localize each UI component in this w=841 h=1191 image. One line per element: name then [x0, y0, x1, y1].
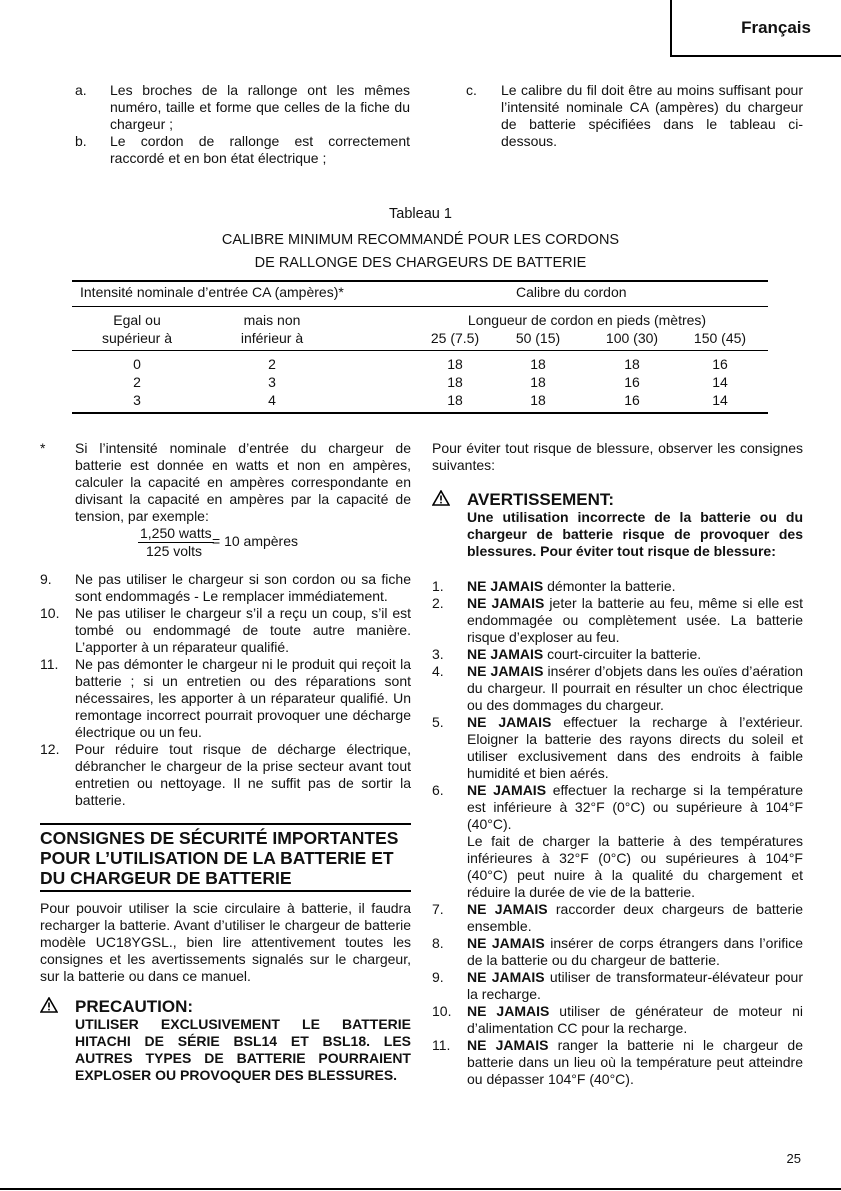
table-len-col: 100 (30)	[605, 330, 659, 346]
item-text	[467, 595, 803, 646]
item-number: 2.	[432, 595, 444, 611]
caution-title: PRECAUTION:	[75, 997, 194, 1016]
item-emphasis: NE JAMAIS	[467, 901, 548, 917]
item-number: 6.	[432, 782, 444, 798]
item-text: Ne pas utiliser le chargeur s’il a reçu un coup, s’il est tombé ou endommagé de toute autre manière. L’apporter à un réparateur qualifié.	[75, 605, 411, 655]
item-emphasis: NE JAMAIS	[467, 782, 547, 798]
list-item-a	[75, 82, 410, 133]
table-cell: 18	[447, 356, 463, 372]
list-text: Le cordon de rallonge est correctement raccordé et en bon état électrique ;	[110, 133, 410, 166]
footnote-text: Si l’intensité nominale d’entrée du chargeur de batterie est donnée en watts et non en ampères, calculer la capacité en ampères correspondante en divisant la capacité en ampères par la capacité de tension, par exemple:	[75, 440, 411, 524]
list-item	[432, 782, 803, 901]
formula	[40, 525, 411, 565]
list-item	[432, 663, 803, 714]
table-cell: 4	[268, 392, 276, 408]
item-number: 10.	[40, 605, 60, 621]
table-sub-a1: Egal ou	[113, 312, 161, 328]
item-number: 11.	[432, 1037, 451, 1053]
item-body: utiliser de transformateur-élévateur pour la recharge.	[467, 969, 803, 1002]
item-number: 4.	[432, 663, 444, 679]
list-item-b	[75, 133, 410, 167]
table-cell: 14	[712, 392, 728, 408]
warning-text: Une utilisation incorrecte de la batterie ou du chargeur de batterie risque de provoquer des blessures. Pour éviter tout risque de blessure:	[467, 509, 803, 559]
item-body: effectuer la recharge si la température est inférieure à 32°F (0°C) ou supérieure à 104°F (40°C).	[467, 782, 804, 832]
item-emphasis: NE JAMAIS	[467, 646, 544, 662]
item-emphasis: NE JAMAIS	[467, 578, 544, 594]
list-item	[40, 656, 411, 741]
item-number: 12.	[40, 741, 60, 757]
list-item	[432, 646, 803, 663]
table-len-col: 50 (15)	[515, 330, 561, 346]
table-cell: 0	[133, 356, 141, 372]
item-text	[467, 969, 803, 1003]
right-column	[432, 440, 803, 1088]
item-number: 10.	[432, 1003, 452, 1019]
item-number: 1.	[432, 578, 444, 594]
table-cell: 3	[133, 392, 141, 408]
list-item	[432, 901, 803, 935]
list-marker: c.	[466, 82, 477, 98]
item-emphasis: NE JAMAIS	[467, 935, 545, 951]
table-title-line2: DE RALLONGE DES CHARGEURS DE BATTERIE	[254, 255, 587, 271]
table-len-col: 25 (7.5)	[430, 330, 480, 346]
table-cell: 18	[530, 374, 546, 390]
item-number: 11.	[40, 656, 59, 672]
formula-result: = 10 ampères	[212, 533, 298, 549]
table-cell: 18	[447, 374, 463, 390]
list-item	[432, 578, 803, 595]
table-rule-top	[72, 280, 768, 282]
item-number: 9.	[40, 571, 52, 587]
section-paragraph: Pour pouvoir utiliser la scie circulaire à batterie, il faudra recharger la batterie. Avant d’utiliser le chargeur de batterie modèle UC18YGSL., bien lire attentivement toutes les consignes et les avertissements signalés sur le chargeur, sur la batterie ou dans ce manuel.	[40, 900, 411, 984]
table-cell: 18	[530, 392, 546, 408]
item-text	[467, 901, 803, 935]
page-number: 25	[786, 1151, 801, 1166]
item-text	[467, 935, 803, 969]
table-head-right: Calibre du cordon	[516, 284, 627, 300]
table-sub-b1: mais non	[243, 312, 301, 328]
item-number: 9.	[432, 969, 444, 985]
footnote-marker: *	[40, 440, 46, 456]
warning-triangle-icon	[432, 490, 467, 509]
item-text	[467, 782, 803, 901]
intro-list-left	[75, 82, 410, 167]
table-cell: 18	[447, 392, 463, 408]
list-item	[432, 969, 803, 1003]
table-sub-b2: inférieur à	[240, 330, 304, 346]
table-cell: 2	[133, 374, 141, 390]
table-cell: 3	[268, 374, 276, 390]
item-text	[467, 1003, 803, 1037]
item-number: 5.	[432, 714, 444, 730]
warning-triangle-icon	[40, 997, 75, 1016]
list-item	[40, 571, 411, 605]
item-number: 3.	[432, 646, 444, 662]
list-item	[432, 1037, 803, 1088]
right-intro: Pour éviter tout risque de blessure, observer les consignes suivantes:	[432, 440, 803, 473]
caution-heading	[40, 997, 411, 1016]
list-item	[432, 1003, 803, 1037]
table-cell: 18	[530, 356, 546, 372]
item-body: jeter la batterie au feu, même si elle est endommagée ou complètement usée. La batterie risque d’exploser au feu.	[467, 595, 804, 645]
left-column	[40, 440, 411, 1084]
table-len-col: 150 (45)	[693, 330, 747, 346]
table-rule-mid	[72, 306, 768, 307]
list-item-c	[466, 82, 803, 150]
table-head-left: Intensité nominale d’entrée CA (ampères)*	[80, 284, 344, 300]
item-text: Pour réduire tout risque de décharge électrique, débrancher le chargeur de la prise secteur avant tout entretien ou nettoyage. Il ne suffit pas de sortir la batterie.	[75, 741, 411, 808]
item-text	[467, 714, 803, 782]
item-text	[467, 663, 803, 714]
language-tab	[670, 0, 841, 57]
item-text: Ne pas utiliser le chargeur si son cordon ou sa fiche sont endommagés - Le remplacer immédiatement.	[75, 571, 411, 604]
language-label: Français	[741, 18, 811, 37]
list-marker: a.	[75, 82, 87, 98]
footnote	[40, 440, 411, 525]
table-rule-head-bottom	[72, 350, 768, 351]
table-cell: 16	[712, 356, 728, 372]
list-item	[432, 935, 803, 969]
warning-heading	[432, 490, 803, 509]
item-body: court-circuiter la batterie.	[543, 646, 702, 662]
item-emphasis: NE JAMAIS	[467, 663, 544, 679]
item-text: Ne pas démonter le chargeur ni le produit qui reçoit la batterie ; si un entretien ou des réparations sont nécessaires, les apporter à un réparateur qualifié. Un remontage incorrect pourrait provoquer une décharge électrique ou un feu.	[75, 656, 411, 740]
item-body: insérer de corps étrangers dans l’orifice de la batterie ou du chargeur de batterie.	[467, 935, 804, 968]
list-item	[40, 741, 411, 809]
table-cell: 14	[712, 374, 728, 390]
table-cell: 16	[624, 392, 640, 408]
item-emphasis: NE JAMAIS	[467, 1003, 550, 1019]
list-text: Les broches de la rallonge ont les mêmes numéro, taille et forme que celles de la fiche du chargeur ;	[110, 82, 410, 132]
table-cell: 18	[624, 356, 640, 372]
item-body: démonter la batterie.	[543, 578, 676, 594]
item-number: 8.	[432, 935, 444, 951]
warning-title: AVERTISSEMENT:	[467, 490, 615, 509]
list-item	[432, 595, 803, 646]
item-text	[467, 1037, 803, 1088]
item-text	[467, 578, 803, 595]
section-heading: CONSIGNES DE SÉCURITÉ IMPORTANTES POUR L’UTILISATION DE LA BATTERIE ET DU CHARGEUR DE BATTERIE	[40, 823, 411, 892]
intro-list-right	[466, 82, 803, 150]
list-text: Le calibre du fil doit être au moins suffisant pour l’intensité nominale CA (ampères) du chargeur de batterie spécifiées dans le tableau ci-dessous.	[501, 82, 803, 149]
caution-text: UTILISER EXCLUSIVEMENT LE BATTERIE HITACHI DE SÉRIE BSL14 ET BSL18. LES AUTRES TYPES DE BATTERIE POURRAIENT EXPLOSER OU PROVOQUER DES BLESSURES.	[75, 1016, 411, 1083]
table-sub-a2: supérieur à	[101, 330, 173, 346]
bottom-rule	[0, 1188, 841, 1190]
formula-numerator: 1,250 watts	[140, 525, 212, 541]
table-rule-bottom	[72, 412, 768, 414]
list-item	[432, 714, 803, 782]
item-emphasis: NE JAMAIS	[467, 714, 552, 730]
item-emphasis: NE JAMAIS	[467, 595, 545, 611]
table-title-line1: CALIBRE MINIMUM RECOMMANDÉ POUR LES CORDONS	[221, 232, 620, 248]
table-caption: Tableau 1	[389, 206, 452, 222]
item-body: insérer d’objets dans les ouïes d’aération du chargeur. Il pourrait en résulter un choc électrique ou des dommages du chargeur.	[467, 663, 803, 713]
formula-denominator: 125 volts	[146, 543, 203, 559]
item-body: raccorder deux chargeurs de batterie ensemble.	[467, 901, 803, 934]
item-text	[467, 646, 803, 663]
item-body: utiliser de générateur de moteur ni d’alimentation CC pour la recharge.	[467, 1003, 804, 1036]
item-emphasis: NE JAMAIS	[467, 969, 545, 985]
item-body: effectuer la recharge à l’extérieur. Eloigner la batterie des rayons directs du soleil et utiliser exclusivement dans des endroits à faible humidité et bien aérés.	[467, 714, 803, 781]
list-item	[40, 605, 411, 656]
item-number: 7.	[432, 901, 444, 917]
item-extra: Le fait de charger la batterie à des températures inférieures à 32°F (0°C) ou supérieures à 104°F (40°C) peut nuire à la qualité du chargement et réduire la durée de vie de la batterie.	[467, 833, 803, 900]
item-emphasis: NE JAMAIS	[467, 1037, 549, 1053]
table-cell: 16	[624, 374, 640, 390]
table-sub-length: Longueur de cordon en pieds (mètres)	[467, 312, 707, 328]
item-body: ranger la batterie ni le chargeur de batterie dans un lieu où la température peut atteindre ou dépasser 104°F (40°C).	[467, 1037, 803, 1087]
list-marker: b.	[75, 133, 87, 149]
table-cell: 2	[268, 356, 276, 372]
